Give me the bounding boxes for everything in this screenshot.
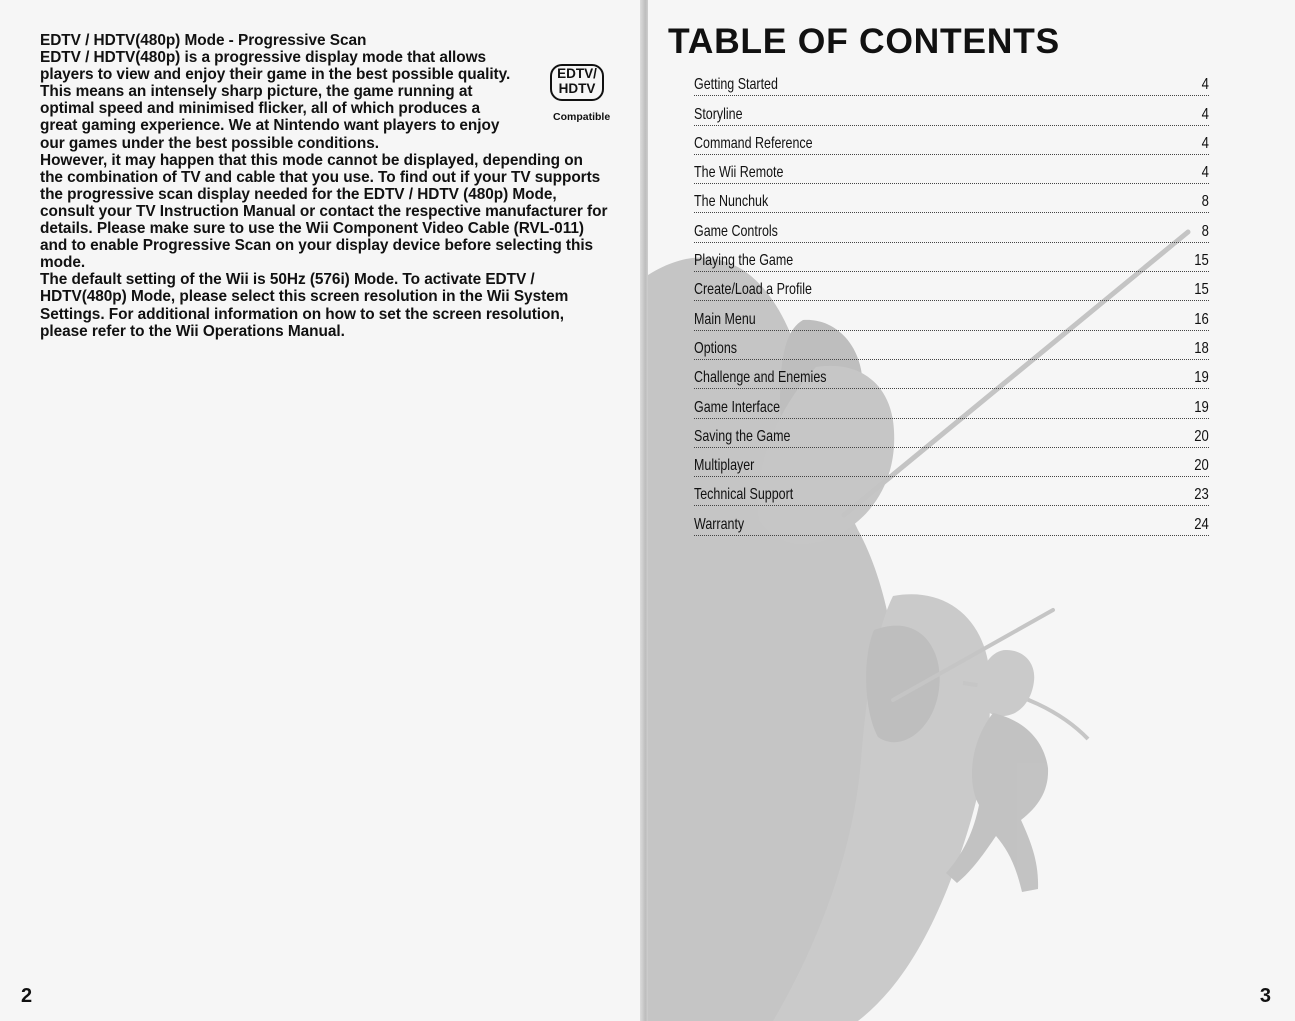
toc-entry-page: 19	[1194, 398, 1209, 416]
toc-row-playing-game[interactable]	[694, 243, 1209, 272]
toc-entry-page: 4	[1201, 164, 1209, 182]
table-of-contents-title: TABLE OF CONTENTS	[668, 21, 1060, 61]
toc-entry-page: 4	[1201, 134, 1209, 152]
toc-entry-page: 20	[1194, 427, 1209, 445]
toc-entry-title: The Nunchuk	[694, 193, 769, 211]
toc-entry-page: 15	[1194, 281, 1209, 299]
toc-row-saving-game[interactable]	[694, 419, 1209, 448]
toc-row-game-interface[interactable]	[694, 389, 1209, 418]
toc-entry-page: 16	[1194, 310, 1209, 328]
badge-compatible-label: Compatible	[553, 111, 611, 123]
toc-entry-page: 24	[1194, 515, 1209, 533]
toc-entry-page: 23	[1194, 486, 1209, 504]
toc-entry-title: Options	[694, 339, 738, 357]
notice-default-setting-paragraph: The default setting of the Wii is 50Hz (576i) Mode. To activate EDTV / HDTV(480p) Mode, please select this screen resolution in the Wii System Settings. For additional information on how to set the screen resolution, please refer to the Wii Operations Manual.	[40, 271, 569, 340]
toc-row-technical-support[interactable]	[694, 477, 1209, 506]
toc-entry-page: 20	[1194, 457, 1209, 475]
notice-compatibility-paragraph: However, it may happen that this mode cannot be displayed, depending on the combination of TV and cable that you use. To find out if your TV supports the progressive scan display needed for the EDTV / HDTV (480p) Mode, consult your TV Instruction Manual or contact the respective manufacturer for details. Please make sure to use the Wii Component Video Cable (RVL-011) and to enable Progressive Scan on your display device before selecting this mode.	[40, 151, 608, 272]
badge-line-edtv: EDTV/	[557, 66, 597, 81]
left-page-number: 2	[21, 985, 33, 1007]
toc-entry-page: 8	[1201, 193, 1209, 211]
toc-row-nunchuk[interactable]	[694, 184, 1209, 213]
toc-entry-title: Main Menu	[694, 310, 756, 328]
toc-entry-title: Saving the Game	[694, 427, 791, 445]
progressive-scan-notice	[40, 32, 610, 340]
toc-entry-page: 8	[1201, 222, 1209, 240]
toc-row-challenge-enemies[interactable]	[694, 360, 1209, 389]
edtv-hdtv-compatible-badge	[548, 64, 611, 128]
toc-entry-title: Game Interface	[694, 398, 781, 416]
right-page-number: 3	[1259, 985, 1271, 1007]
tv-screen-icon	[550, 64, 604, 101]
toc-row-options[interactable]	[694, 331, 1209, 360]
toc-entry-page: 15	[1194, 252, 1209, 270]
toc-row-create-load-profile[interactable]	[694, 272, 1209, 301]
toc-entry-title: Game Controls	[694, 222, 778, 240]
toc-row-game-controls[interactable]	[694, 213, 1209, 242]
toc-entry-title: The Wii Remote	[694, 164, 784, 182]
toc-entry-title: Storyline	[694, 105, 743, 123]
notice-heading: EDTV / HDTV(480p) Mode - Progressive Scan	[40, 32, 367, 49]
toc-entry-page: 4	[1201, 105, 1209, 123]
toc-row-main-menu[interactable]	[694, 301, 1209, 330]
toc-entry-page: 18	[1194, 339, 1209, 357]
toc-entry-page: 19	[1194, 369, 1209, 387]
toc-entry-title: Getting Started	[694, 76, 778, 94]
notice-intro-paragraph: EDTV / HDTV(480p) is a progressive display mode that allows players to view and enjoy their game in the best possible quality. This means an intensely sharp picture, the game running at optimal speed and minimised flicker, all of which produces a great gaming experience. We at Nintendo want players to enjoy our games under the best possible conditions.	[40, 49, 511, 152]
toc-row-multiplayer[interactable]	[694, 448, 1209, 477]
badge-line-hdtv: HDTV	[558, 81, 596, 96]
toc-entry-title: Challenge and Enemies	[694, 369, 827, 387]
left-page	[0, 0, 644, 1021]
toc-row-getting-started[interactable]	[694, 67, 1209, 96]
toc-entry-page: 4	[1201, 76, 1209, 94]
toc-row-storyline[interactable]	[694, 96, 1209, 125]
toc-entry-title: Multiplayer	[694, 457, 755, 475]
toc-row-command-reference[interactable]	[694, 126, 1209, 155]
right-page	[648, 0, 1295, 1021]
toc-row-wii-remote[interactable]	[694, 155, 1209, 184]
toc-entry-title: Create/Load a Profile	[694, 281, 812, 299]
table-of-contents-list	[694, 67, 1209, 536]
toc-entry-title: Warranty	[694, 515, 745, 533]
toc-entry-title: Command Reference	[694, 134, 813, 152]
toc-row-warranty[interactable]	[694, 506, 1209, 535]
toc-entry-title: Playing the Game	[694, 252, 794, 270]
toc-entry-title: Technical Support	[694, 486, 794, 504]
